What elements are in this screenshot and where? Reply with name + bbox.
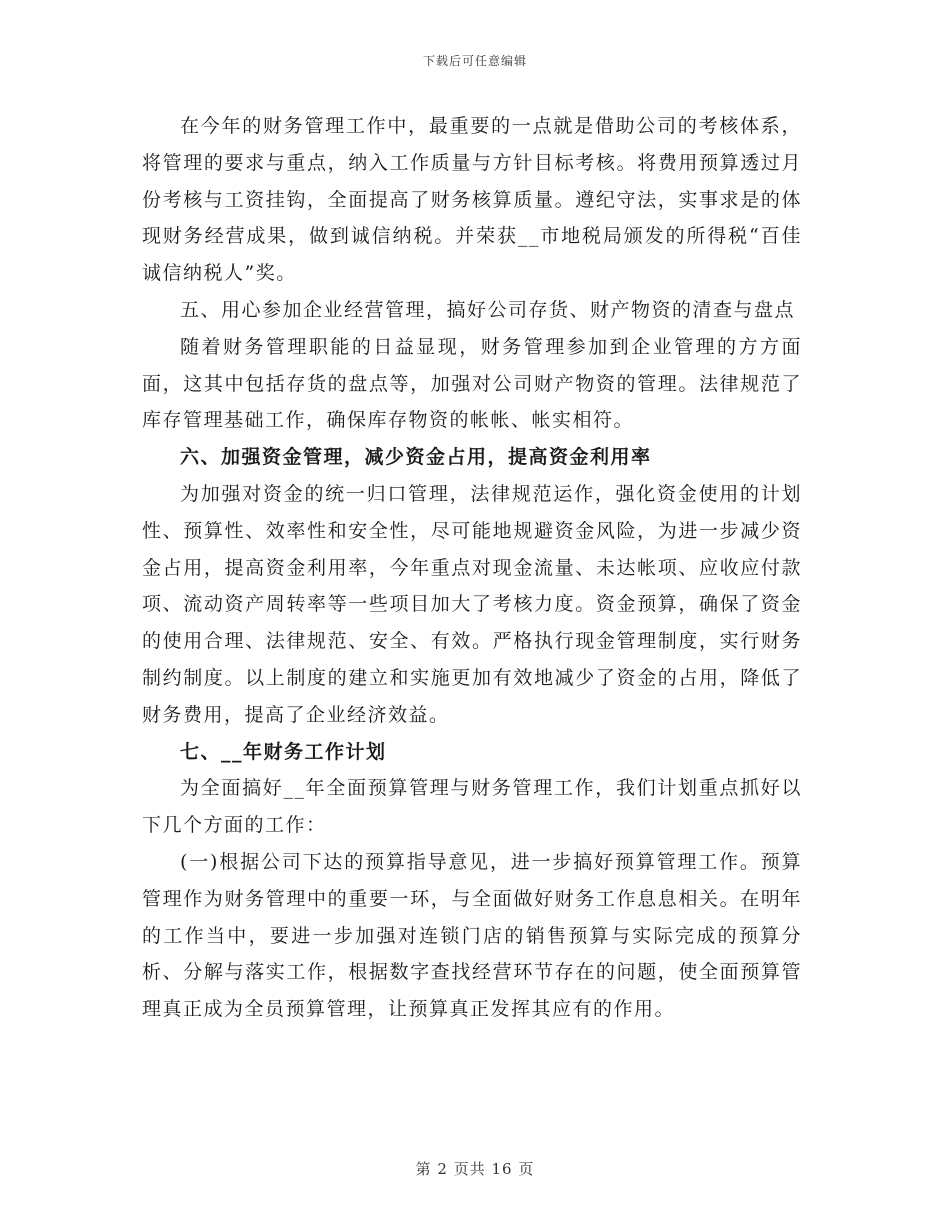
document-body <box>142 108 802 1028</box>
paragraph-budget-management: (一)根据公司下达的预算指导意见，进一步搞好预算管理工作。预算管理作为财务管理中的重要一环，与全面做好财务工作息息相关。在明年的工作当中，要进一步加强对连锁门店的销售预算与实际完成的预算分析、分解与落实工作，根据数字查找经营环节存在的问题，使全面预算管理真正成为全员预算管理，让预算真正发挥其应有的作用。 <box>142 850 802 1021</box>
paragraph-fund-management: 为加强对资金的统一归口管理，法律规范运作，强化资金使用的计划性、预算性、效率性和安全性，尽可能地规避资金风险，为进一步减少资金占用，提高资金利用率，今年重点对现金流量、未达帐项、应收应付款项、流动资产周转率等一些项目加大了考核力度。资金预算，确保了资金的使用合理、法律规范、安全、有效。严格执行现金管理制度，实行财务制约制度。以上制度的建立和实施更加有效地减少了资金的占用，降低了财务费用，提高了企业经济效益。 <box>142 482 802 726</box>
page-number-footer: 第 2 页共 16 页 <box>415 1160 535 1178</box>
section-heading-5: 五、用心参加企业经营管理，搞好公司存货、财产物资的清查与盘点 <box>180 298 796 321</box>
section-heading-6: 六、加强资金管理，减少资金占用，提高资金利用率 <box>180 446 652 469</box>
section-heading-7: 七、__年财务工作计划 <box>180 740 387 763</box>
paragraph-plan-intro: 为全面搞好__年全面预算管理与财务管理工作，我们计划重点抓好以下几个方面的工作： <box>142 777 802 837</box>
page-header: 下载后可任意编辑 <box>422 54 527 68</box>
paragraph-inventory: 随着财务管理职能的日益显现，财务管理参加到企业管理的方方面面，这其中包括存货的盘点等，加强对公司财产物资的管理。法律规范了库存管理基础工作，确保库存物资的帐帐、帐实相符。 <box>142 335 802 432</box>
paragraph-tax-compliance: 在今年的财务管理工作中，最重要的一点就是借助公司的考核体系，将管理的要求与重点，纳入工作质量与方针目标考核。将费用预算透过月份考核与工资挂钩，全面提高了财务核算质量。遵纪守法，实事求是的体现财务经营成果，做到诚信纳税。并荣获__市地税局颁发的所得税“百佳诚信纳税人”奖。 <box>142 115 802 285</box>
